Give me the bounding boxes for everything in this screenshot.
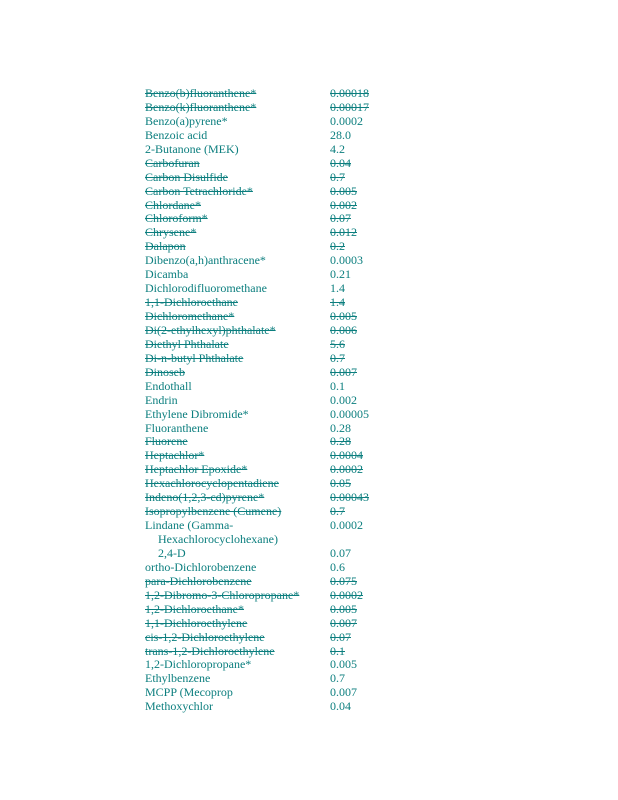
chemical-name-text: Benzo(b)fluoranthene* <box>145 86 257 100</box>
chemical-value: 0.28 <box>330 420 351 435</box>
list-item <box>145 171 405 185</box>
list-item <box>145 631 405 645</box>
chemical-name-text: Isopropylbenzene (Cumene) <box>145 504 282 519</box>
chemical-name-text: Di-n-butyl Phthalate <box>145 350 244 365</box>
list-item <box>145 561 405 575</box>
chemical-name <box>145 603 325 617</box>
list-item <box>145 435 405 449</box>
chemical-name-text: 1,1-Dichloroethane <box>145 295 238 310</box>
chemical-name <box>145 212 325 226</box>
chemical-value: 0.005 <box>330 657 357 672</box>
chemical-name-text: Benzo(k)fluoranthene* <box>145 99 257 114</box>
chemical-name <box>145 589 325 603</box>
chemical-value: 0.005 <box>330 183 357 198</box>
chemical-value: 0.04 <box>330 155 351 170</box>
list-item <box>145 394 405 408</box>
chemical-name <box>145 338 325 352</box>
chemical-name-text: Endothall <box>145 378 192 393</box>
chemical-name <box>145 435 325 449</box>
list-item <box>145 477 405 491</box>
list-item <box>145 505 405 519</box>
list-item <box>145 463 405 477</box>
chemical-value: 0.007 <box>330 615 357 630</box>
list-item <box>145 296 405 310</box>
chemical-name-text: 1,1-Dichloroethylene <box>145 615 248 630</box>
chemical-name <box>145 185 325 199</box>
list-item <box>145 658 405 672</box>
chemical-value: 0.21 <box>330 267 351 282</box>
chemical-name <box>145 658 325 672</box>
chemical-name <box>145 310 325 324</box>
chemical-value: 0.0002 <box>330 462 363 477</box>
chemical-name-text: Dichloromethane* <box>145 309 235 323</box>
chemical-name-text: 2-Butanone (MEK) <box>145 141 239 156</box>
chemical-value: 0.04 <box>330 699 351 714</box>
chemical-value: 0.2 <box>330 239 345 254</box>
chemical-value: 0.00017 <box>330 99 369 114</box>
chemical-name-text: Hexachlorocyclopentadiene <box>145 476 279 491</box>
chemical-value: 0.0003 <box>330 253 363 268</box>
chemical-name <box>145 226 325 240</box>
list-item <box>145 449 405 463</box>
chemical-name-text: Benzoic acid <box>145 127 208 142</box>
chemical-name-text: Dichlorodifluoromethane <box>145 281 267 296</box>
chemical-name-text: Lindane (Gamma- <box>145 518 234 533</box>
chemical-name <box>145 422 325 436</box>
list-item <box>145 185 405 199</box>
chemical-name-text: Dibenzo(a,h)anthracene* <box>145 253 266 268</box>
chemical-name-text: 2,4-D <box>158 545 186 560</box>
list-item <box>145 87 405 101</box>
chemical-value: 0.002 <box>330 392 357 407</box>
chemical-name <box>145 101 325 115</box>
chemical-name-text: Carbon Tetrachloride* <box>145 183 253 198</box>
chemical-name-text: cis-1,2-Dichloroethylene <box>145 629 265 644</box>
chemical-value: 0.0002 <box>330 113 363 128</box>
chemical-value: 0.0002 <box>330 587 363 602</box>
chemical-name-text: Dalapon <box>145 239 186 254</box>
chemical-name <box>145 505 325 519</box>
chemical-value: 5.6 <box>330 336 345 351</box>
chemical-value: 0.00005 <box>330 406 369 421</box>
list-item <box>145 491 405 505</box>
list-item <box>145 547 405 561</box>
chemical-name <box>145 491 325 505</box>
chemical-name-text: Ethylene Dibromide* <box>145 406 249 421</box>
chemical-value: 0.7 <box>330 671 345 686</box>
chemical-value: 0.28 <box>330 434 351 449</box>
chemical-name <box>145 366 325 380</box>
chemical-name-text: Dinoseb <box>145 364 185 379</box>
chemical-name <box>145 631 325 645</box>
list-item <box>145 408 405 422</box>
chemical-value: 0.00018 <box>330 86 369 100</box>
chemical-name-text: Benzo(a)pyrene* <box>145 113 228 128</box>
chemical-name <box>145 296 325 310</box>
list-item <box>145 617 405 631</box>
list-item <box>145 254 405 268</box>
chemical-name-text: Heptachlor* <box>145 448 205 463</box>
chemical-name <box>145 240 325 254</box>
chemical-name <box>145 394 325 408</box>
chemical-value: 0.7 <box>330 169 345 184</box>
chemical-name <box>145 463 325 477</box>
chemical-value: 4.2 <box>330 141 345 156</box>
chemical-name-text: Chloroform* <box>145 211 208 226</box>
list-item <box>145 589 405 603</box>
chemical-value: 0.6 <box>330 559 345 574</box>
chemical-name-text: MCPP (Mecoprop <box>145 685 233 700</box>
chemical-value: 0.07 <box>330 545 351 560</box>
list-item <box>145 157 405 171</box>
chemical-name-text: Methoxychlor <box>145 699 213 714</box>
chemical-value: 0.7 <box>330 504 345 519</box>
chemical-name-text: para-Dichlorobenzene <box>145 573 252 588</box>
chemical-name <box>145 575 325 589</box>
chemical-value: 0.005 <box>330 601 357 616</box>
chemical-name <box>145 645 325 659</box>
chemical-name-text: Endrin <box>145 392 178 407</box>
list-item <box>145 380 405 394</box>
chemical-value: 0.00043 <box>330 490 369 505</box>
chemical-name <box>145 254 325 268</box>
chemical-name <box>145 352 325 366</box>
list-item <box>145 129 405 143</box>
chemical-name <box>145 449 325 463</box>
chemical-value: 0.7 <box>330 350 345 365</box>
chemical-name <box>145 408 325 422</box>
list-item <box>145 226 405 240</box>
list-item <box>145 686 405 700</box>
chemical-name-text: 1,2-Dichloroethane* <box>145 601 244 616</box>
chemical-name-text: 1,2-Dibromo-3-Chloropropane* <box>145 587 300 602</box>
list-item <box>145 519 405 547</box>
chemical-value: 0.1 <box>330 643 345 658</box>
chemical-name <box>145 700 325 714</box>
chemical-value: 0.07 <box>330 211 351 226</box>
chemical-name-text: Carbon Disulfide <box>145 169 228 184</box>
list-item <box>145 199 405 213</box>
chemical-name <box>145 268 325 282</box>
list-item <box>145 645 405 659</box>
chemical-name-text: Fluoranthene <box>145 420 209 435</box>
chemical-value: 0.005 <box>330 309 357 323</box>
chemical-value: 28.0 <box>330 127 351 142</box>
chemical-name-text: Indeno(1,2,3-cd)pyrene* <box>145 490 265 505</box>
chemical-name <box>145 380 325 394</box>
chemical-value: 1.4 <box>330 281 345 296</box>
chemical-name <box>145 519 325 547</box>
list-item <box>145 366 405 380</box>
chemical-name <box>145 547 325 561</box>
list-item <box>145 115 405 129</box>
list-item <box>145 268 405 282</box>
chemical-value: 0.007 <box>330 364 357 379</box>
chemical-name <box>145 199 325 213</box>
list-item <box>145 101 405 115</box>
chemical-name-text: Fluorene <box>145 434 188 449</box>
chemical-name <box>145 282 325 296</box>
chemical-name <box>145 686 325 700</box>
chemical-name <box>145 115 325 129</box>
chemical-value: 0.1 <box>330 378 345 393</box>
list-item <box>145 575 405 589</box>
chemical-value: 0.002 <box>330 197 357 212</box>
chemical-name <box>145 143 325 157</box>
list-item <box>145 352 405 366</box>
chemical-name <box>145 87 325 101</box>
list-item <box>145 700 405 714</box>
chemical-value: 1.4 <box>330 295 345 310</box>
chemical-name-text: Carbofuran <box>145 155 200 170</box>
chemical-name <box>145 324 325 338</box>
chemical-name <box>145 129 325 143</box>
chemical-name <box>145 617 325 631</box>
chemical-name-text: Dicamba <box>145 267 189 282</box>
list-item <box>145 282 405 296</box>
chemical-name-text: ortho-Dichlorobenzene <box>145 559 257 574</box>
chemical-name <box>145 561 325 575</box>
chemical-value: 0.07 <box>330 629 351 644</box>
chemical-name <box>145 477 325 491</box>
chemical-value: 0.007 <box>330 685 357 700</box>
chemical-value: 0.0002 <box>330 518 363 533</box>
chemical-value: 0.0004 <box>330 448 363 463</box>
chemical-name <box>145 157 325 171</box>
chemical-value: 0.05 <box>330 476 351 491</box>
list-item <box>145 338 405 352</box>
list-item <box>145 212 405 226</box>
chemical-value-list <box>145 87 405 714</box>
list-item <box>145 310 405 324</box>
list-item <box>145 324 405 338</box>
list-item <box>145 603 405 617</box>
chemical-name-text: Chlordane* <box>145 197 201 212</box>
chemical-name-text: Diethyl Phthalate <box>145 336 229 351</box>
chemical-name-text: Ethylbenzene <box>145 671 211 686</box>
chemical-value: 0.075 <box>330 573 357 588</box>
chemical-name-continuation: Hexachlorocyclohexane) <box>158 532 278 547</box>
chemical-name-text: 1,2-Dichloropropane* <box>145 657 252 672</box>
list-item <box>145 422 405 436</box>
chemical-value: 0.012 <box>330 225 357 240</box>
chemical-name-text: Di(2-ethylhexyl)phthalate* <box>145 322 276 337</box>
chemical-name <box>145 171 325 185</box>
chemical-name-text: Chrysene* <box>145 225 197 240</box>
list-item <box>145 672 405 686</box>
list-item <box>145 240 405 254</box>
chemical-name <box>145 672 325 686</box>
chemical-name-text: Heptachlor Epoxide* <box>145 462 248 477</box>
chemical-value: 0.006 <box>330 322 357 337</box>
list-item <box>145 143 405 157</box>
chemical-name-text: trans-1,2-Dichloroethylene <box>145 643 275 658</box>
